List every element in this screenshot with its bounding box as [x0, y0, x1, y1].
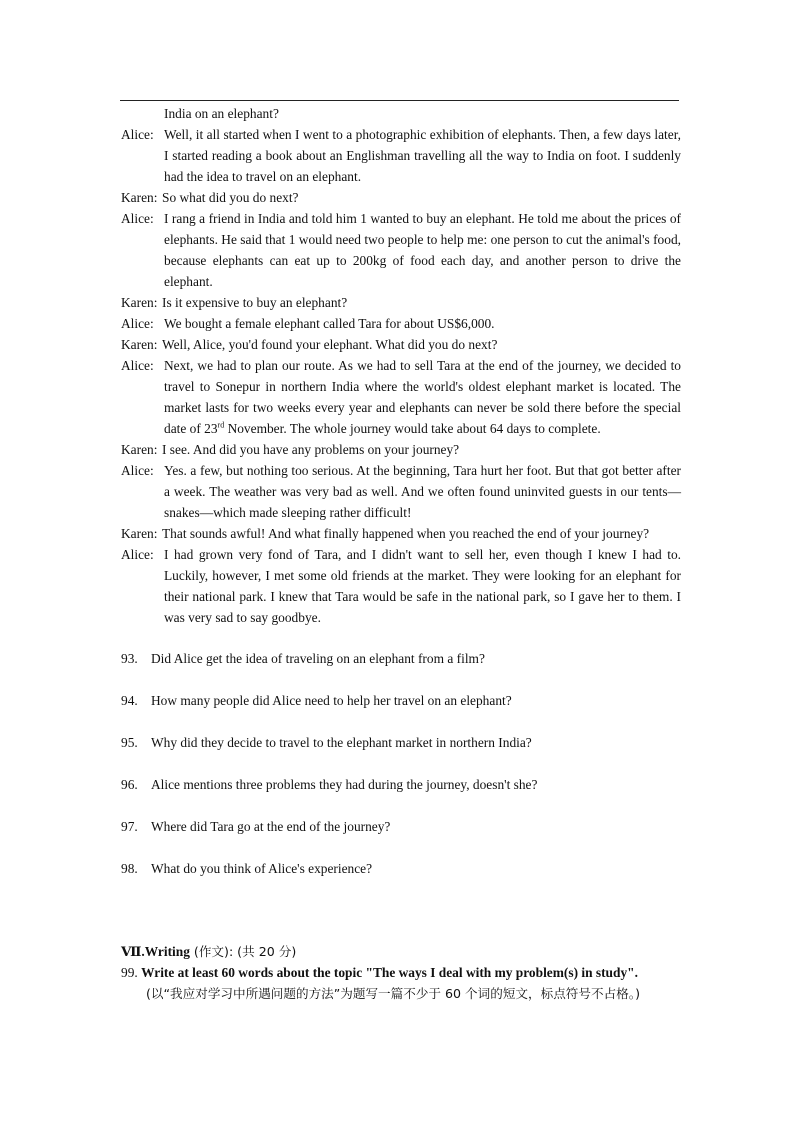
dialogue-line	[121, 292, 681, 313]
ordinal-suffix: rd	[217, 420, 225, 430]
question-number: 98.	[121, 861, 138, 876]
dialogue-text: Yes. a few, but nothing too serious. At the beginning, Tara hurt her foot. But that got better after a week. The weather was very bad as well. And we often found uninvited guests in our tents—snakes—which made sleeping rather difficult!	[164, 463, 681, 520]
section-title: Writing	[144, 944, 190, 959]
dialogue-section	[121, 103, 681, 628]
writing-section	[121, 941, 681, 1004]
question-text: Where did Tara go at the end of the journey?	[151, 819, 391, 834]
question-list	[121, 648, 681, 900]
writing-instruction: (以“我应对学习中所遇问题的方法”为题写一篇不少于 60 个词的短文，标点符号不占格。)	[146, 986, 640, 1001]
dialogue-line	[121, 124, 681, 187]
dialogue-text: I see. And did you have any problems on your journey?	[162, 442, 460, 457]
question-number: 96.	[121, 777, 138, 792]
question-item	[121, 690, 681, 732]
question-item	[121, 858, 681, 900]
question-text: How many people did Alice need to help her travel on an elephant?	[151, 693, 512, 708]
dialogue-text: We bought a female elephant called Tara for about US$6,000.	[164, 316, 495, 331]
question-number: 97.	[121, 819, 138, 834]
item-prompt: Write at least 60 words about the topic "The ways I deal with my problem(s) in study".	[141, 965, 638, 980]
question-text: Why did they decide to travel to the elephant market in northern India?	[151, 735, 532, 750]
dialogue-line	[121, 523, 681, 544]
writing-prompt	[121, 962, 681, 983]
speaker-label: Alice:	[121, 127, 154, 142]
dialogue-line	[121, 313, 681, 334]
question-text: Did Alice get the idea of traveling on an elephant from a film?	[151, 651, 485, 666]
speaker-label: Karen:	[121, 295, 158, 310]
dialogue-line	[121, 355, 681, 439]
dialogue-text: So what did you do next?	[162, 190, 299, 205]
speaker-label: Alice:	[121, 547, 154, 562]
item-number: 99.	[121, 965, 138, 980]
dialogue-text: India on an elephant?	[164, 106, 279, 121]
dialogue-line	[121, 208, 681, 292]
dialogue-text: Well, it all started when I went to a photographic exhibition of elephants. Then, a few days later, I started reading a book about an Englishman travelling all the way to India on foot. I suddenly had the idea to travel on an elephant.	[164, 127, 681, 184]
speaker-label: Alice:	[121, 211, 154, 226]
question-item	[121, 732, 681, 774]
header-rule	[120, 100, 679, 101]
dialogue-line	[121, 187, 681, 208]
speaker-label: Alice:	[121, 358, 154, 373]
dialogue-text: I had grown very fond of Tara, and I didn't want to sell her, even though I knew I had to. Luckily, however, I met some old friends at the market. They were looking for an elephant for their national park. I knew that Tara would be safe in the national park, so I gave her to them. I was very sad to say goodbye.	[164, 547, 681, 625]
question-item	[121, 816, 681, 858]
section-number: Ⅶ.	[121, 944, 145, 959]
section-heading	[121, 941, 681, 962]
question-text: What do you think of Alice's experience?	[151, 861, 373, 876]
speaker-label: Karen:	[121, 526, 158, 541]
speaker-label: Karen:	[121, 337, 158, 352]
dialogue-text: Next, we had to plan our route. As we had to sell Tara at the end of the journey, we decided to travel to Sonepur in northern India where the world's oldest elephant market is located. The market lasts for two weeks every year and elephants can never be sold there before the special date of 23	[164, 358, 681, 436]
dialogue-text: Is it expensive to buy an elephant?	[162, 295, 348, 310]
section-score: (作文): (共 20 分)	[189, 944, 297, 959]
speaker-label: Alice:	[121, 463, 154, 478]
question-item	[121, 774, 681, 816]
dialogue-line	[121, 103, 681, 124]
dialogue-line	[121, 439, 681, 460]
dialogue-line	[121, 460, 681, 523]
dialogue-text: That sounds awful! And what finally happened when you reached the end of your journey?	[162, 526, 650, 541]
question-number: 93.	[121, 651, 138, 666]
question-item	[121, 648, 681, 690]
question-number: 95.	[121, 735, 138, 750]
question-number: 94.	[121, 693, 138, 708]
dialogue-text: I rang a friend in India and told him 1 wanted to buy an elephant. He told me about the prices of elephants. He said that 1 would need two people to help me: one person to cut the animal's food, because elephants can eat up to 200kg of food each day, and another person to drive the elephant.	[164, 211, 681, 289]
dialogue-line	[121, 334, 681, 355]
question-text: Alice mentions three problems they had during the journey, doesn't she?	[151, 777, 538, 792]
speaker-label: Karen:	[121, 442, 158, 457]
speaker-label: Karen:	[121, 190, 158, 205]
dialogue-line	[121, 544, 681, 628]
speaker-label: Alice:	[121, 316, 154, 331]
dialogue-text: November. The whole journey would take about 64 days to complete.	[224, 421, 601, 436]
dialogue-text: Well, Alice, you'd found your elephant. What did you do next?	[162, 337, 498, 352]
